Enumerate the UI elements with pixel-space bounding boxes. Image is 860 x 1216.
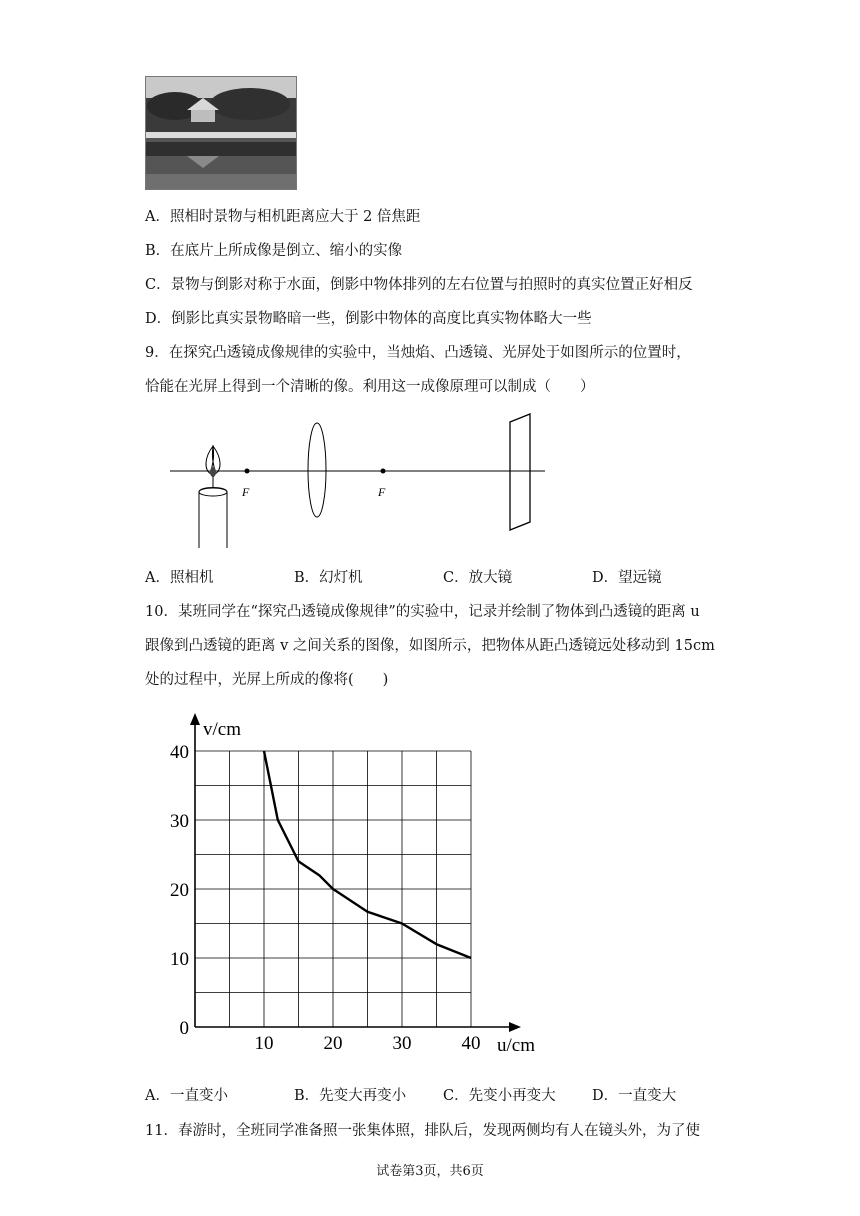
y-tick-label: 30 — [170, 811, 189, 832]
q11-stem-line-1: 11．春游时，全班同学准备照一张集体照，排队后，发现两侧均有人在镜头外，为了使 — [145, 1123, 700, 1139]
focal-label-right: F — [378, 485, 386, 499]
y-tick-label: 10 — [170, 949, 189, 970]
x-axis-label: u/cm — [497, 1035, 535, 1056]
q8-option-c: C．景物与倒影对称于水面，倒影中物体排列的左右位置与拍照时的真实位置正好相反 — [145, 277, 693, 293]
q9-option-a: A．照相机 — [145, 570, 214, 586]
optics-bench-diagram — [160, 412, 560, 552]
convex-lens — [308, 423, 326, 517]
y-tick-label: 40 — [170, 742, 189, 763]
q9-stem-line-1: 9．在探究凸透镜成像规律的实验中，当烛焰、凸透镜、光屏处于如图所示的位置时， — [145, 345, 691, 361]
lake-pavilion-photo — [145, 76, 297, 190]
q10-stem-line-2: 跟像到凸透镜的距离 v 之间关系的图像，如图所示，把物体从距凸透镜远处移动到 15cm — [145, 638, 715, 654]
q10-option-d: D．一直变大 — [592, 1088, 677, 1104]
q10-stem-line-3: 处的过程中，光屏上所成的像将( ) — [145, 672, 389, 688]
q10-option-c: C．先变小再变大 — [443, 1088, 556, 1104]
q8-option-a: A．照相时景物与相机距离应大于 2 倍焦距 — [145, 209, 421, 225]
candle-icon — [199, 446, 227, 548]
q9-stem-line-2: 恰能在光屏上得到一个清晰的像。利用这一成像原理可以制成（ ） — [145, 379, 595, 395]
q10-option-b: B．先变大再变小 — [294, 1088, 407, 1104]
x-tick-label: 20 — [323, 1033, 343, 1054]
light-screen — [510, 414, 530, 530]
q9-option-c: C．放大镜 — [443, 570, 513, 586]
y-tick-label: 0 — [179, 1018, 189, 1039]
x-tick-label: 30 — [392, 1033, 412, 1054]
y-axis-arrow — [190, 713, 200, 725]
focal-label-left: F — [242, 485, 250, 499]
q9-option-d: D．望远镜 — [592, 570, 662, 586]
x-tick-label: 10 — [254, 1033, 274, 1054]
focal-point-right — [381, 469, 386, 474]
q8-option-b: B．在底片上所成像是倒立、缩小的实像 — [145, 243, 403, 259]
q10-option-a: A．一直变小 — [145, 1088, 228, 1104]
uv-chart — [160, 705, 560, 1065]
page-footer: 试卷第3页，共6页 — [376, 1164, 484, 1179]
focal-point-left — [245, 469, 250, 474]
x-tick-label: 40 — [461, 1033, 481, 1054]
x-axis-arrow — [509, 1022, 521, 1032]
q10-stem-line-1: 10．某班同学在“探究凸透镜成像规律”的实验中，记录并绘制了物体到凸透镜的距离 u — [145, 604, 700, 620]
y-axis-label: v/cm — [203, 719, 241, 740]
q9-option-b: B．幻灯机 — [294, 570, 363, 586]
q8-option-d: D．倒影比真实景物略暗一些，倒影中物体的高度比真实物体略大一些 — [145, 311, 592, 327]
y-tick-label: 20 — [170, 880, 189, 901]
